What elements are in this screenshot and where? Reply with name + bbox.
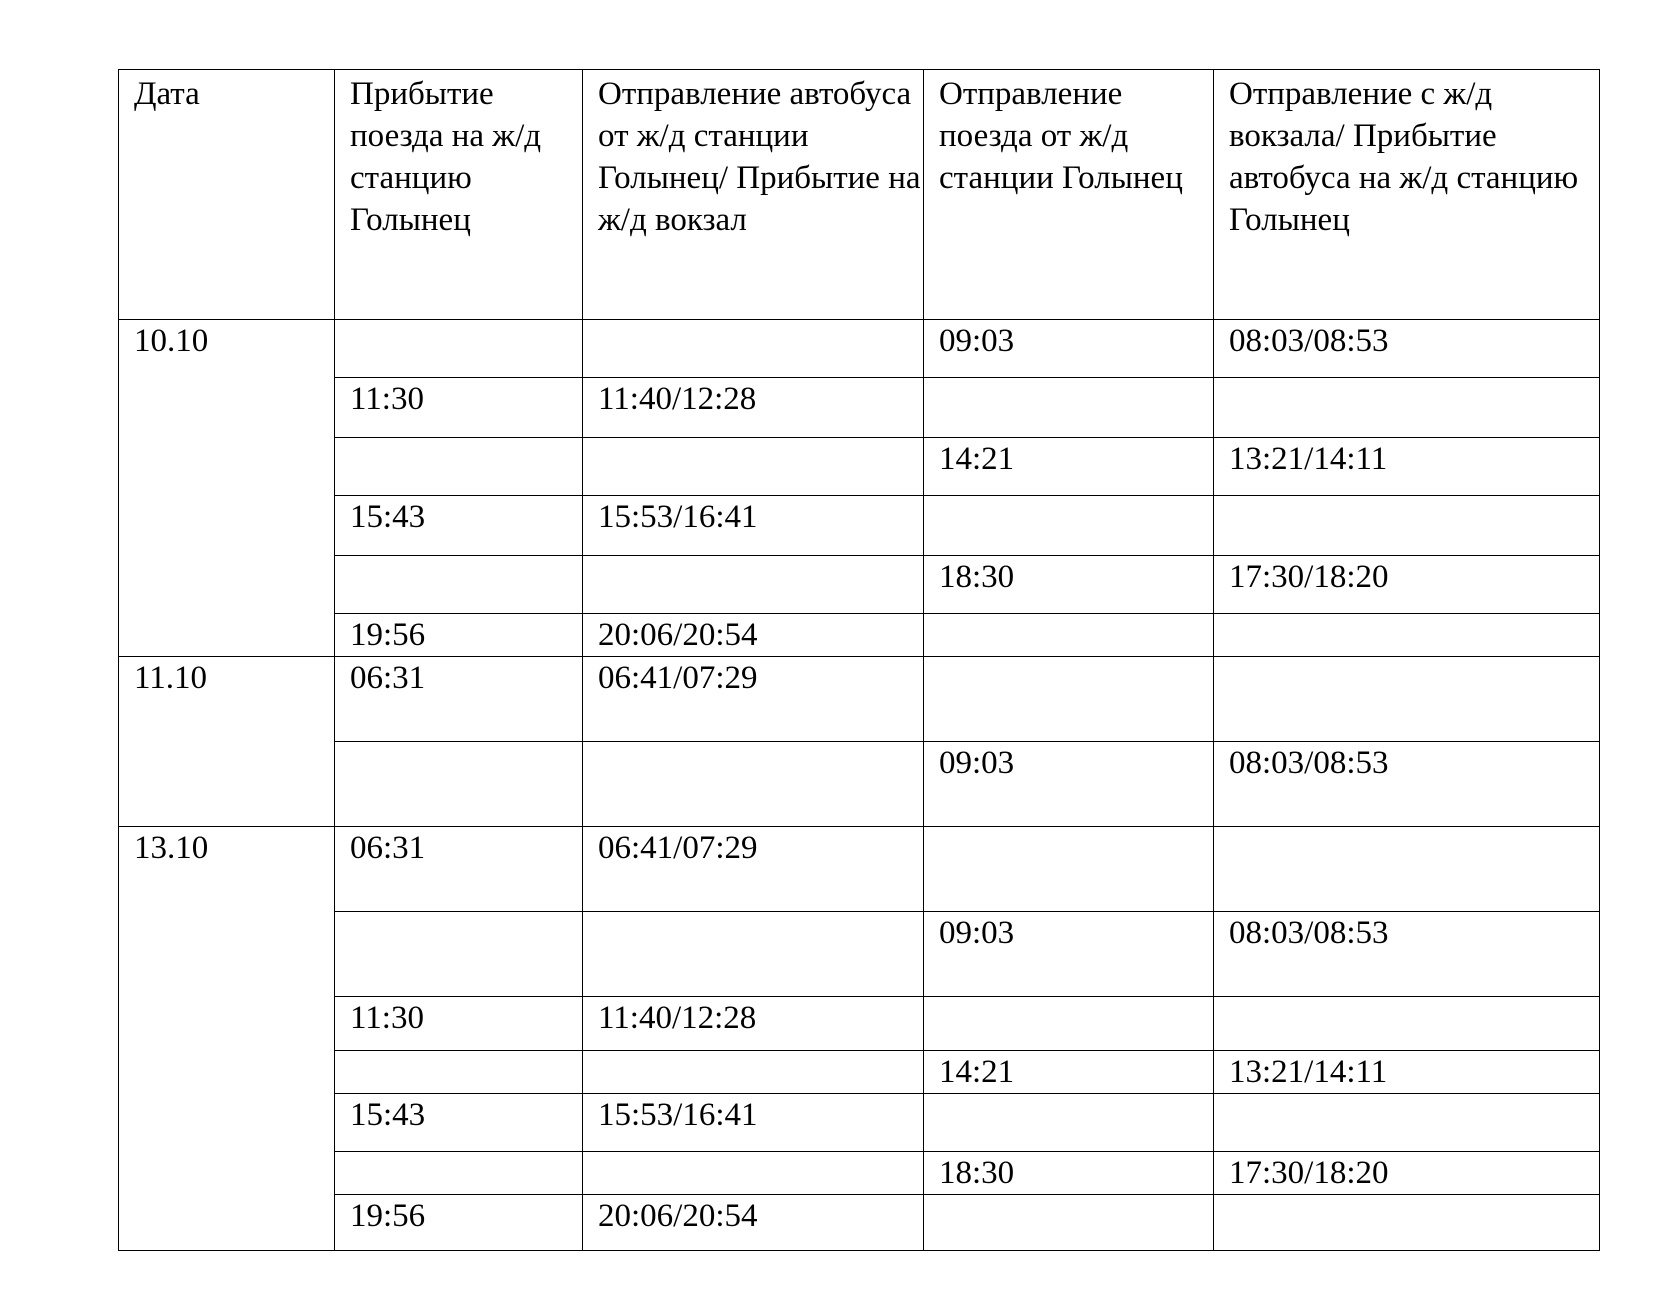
bus-arrival-cell	[1214, 657, 1600, 742]
train-arrival-cell: 11:30	[335, 997, 583, 1051]
train-arrival-cell	[335, 438, 583, 496]
header-bus-departure: Отправление автобуса от ж/д станции Голынец/ Прибытие на ж/д вокзал	[583, 70, 924, 320]
train-departure-cell	[924, 378, 1214, 438]
bus-arrival-cell: 13:21/14:11	[1214, 438, 1600, 496]
train-arrival-cell	[335, 742, 583, 827]
schedule-table	[118, 69, 1600, 1251]
bus-arrival-cell: 08:03/08:53	[1214, 320, 1600, 378]
train-arrival-cell: 06:31	[335, 827, 583, 912]
train-departure-cell: 09:03	[924, 742, 1214, 827]
train-departure-cell: 14:21	[924, 1051, 1214, 1094]
bus-departure-cell: 11:40/12:28	[583, 997, 924, 1051]
train-departure-cell: 18:30	[924, 556, 1214, 614]
train-departure-cell: 09:03	[924, 912, 1214, 997]
train-arrival-cell	[335, 912, 583, 997]
bus-departure-cell	[583, 320, 924, 378]
bus-departure-cell	[583, 556, 924, 614]
train-departure-cell	[924, 657, 1214, 742]
table-body	[119, 320, 1600, 1251]
bus-arrival-cell: 08:03/08:53	[1214, 912, 1600, 997]
train-departure-cell: 09:03	[924, 320, 1214, 378]
table-row	[119, 657, 1600, 742]
header-date: Дата	[119, 70, 335, 320]
bus-arrival-cell: 17:30/18:20	[1214, 556, 1600, 614]
table-row	[119, 438, 1600, 496]
bus-arrival-cell	[1214, 1195, 1600, 1251]
train-arrival-cell: 19:56	[335, 614, 583, 657]
train-departure-cell	[924, 614, 1214, 657]
bus-departure-cell	[583, 438, 924, 496]
table-row	[119, 827, 1600, 912]
table-row	[119, 912, 1600, 997]
header-bus-arrival: Отправление с ж/д вокзала/ Прибытие автобуса на ж/д станцию Голынец	[1214, 70, 1600, 320]
bus-departure-cell: 15:53/16:41	[583, 496, 924, 556]
train-arrival-cell	[335, 556, 583, 614]
bus-arrival-cell	[1214, 496, 1600, 556]
bus-departure-cell	[583, 912, 924, 997]
bus-departure-cell	[583, 1152, 924, 1195]
train-departure-cell	[924, 827, 1214, 912]
header-train-arrival: Прибытие поезда на ж/д станцию Голынец	[335, 70, 583, 320]
bus-departure-cell: 11:40/12:28	[583, 378, 924, 438]
bus-arrival-cell: 13:21/14:11	[1214, 1051, 1600, 1094]
table-row	[119, 1051, 1600, 1094]
bus-arrival-cell	[1214, 1094, 1600, 1152]
table-row	[119, 614, 1600, 657]
bus-arrival-cell	[1214, 997, 1600, 1051]
bus-departure-cell: 20:06/20:54	[583, 614, 924, 657]
train-arrival-cell	[335, 1152, 583, 1195]
train-arrival-cell: 15:43	[335, 1094, 583, 1152]
bus-arrival-cell	[1214, 378, 1600, 438]
table-row	[119, 1152, 1600, 1195]
table-row	[119, 378, 1600, 438]
table-row	[119, 997, 1600, 1051]
bus-arrival-cell: 08:03/08:53	[1214, 742, 1600, 827]
bus-departure-cell	[583, 1051, 924, 1094]
bus-departure-cell: 15:53/16:41	[583, 1094, 924, 1152]
bus-departure-cell: 06:41/07:29	[583, 827, 924, 912]
train-departure-cell	[924, 1094, 1214, 1152]
table-row	[119, 742, 1600, 827]
train-departure-cell	[924, 997, 1214, 1051]
train-departure-cell	[924, 496, 1214, 556]
train-departure-cell: 14:21	[924, 438, 1214, 496]
train-arrival-cell	[335, 320, 583, 378]
train-arrival-cell	[335, 1051, 583, 1094]
bus-arrival-cell	[1214, 614, 1600, 657]
bus-departure-cell: 20:06/20:54	[583, 1195, 924, 1251]
table-row	[119, 320, 1600, 378]
bus-departure-cell	[583, 742, 924, 827]
train-arrival-cell: 11:30	[335, 378, 583, 438]
table-row	[119, 556, 1600, 614]
train-arrival-cell: 06:31	[335, 657, 583, 742]
table-row	[119, 1094, 1600, 1152]
bus-departure-cell: 06:41/07:29	[583, 657, 924, 742]
train-arrival-cell: 19:56	[335, 1195, 583, 1251]
train-arrival-cell: 15:43	[335, 496, 583, 556]
header-row	[119, 70, 1600, 320]
train-departure-cell	[924, 1195, 1214, 1251]
date-cell: 13.10	[119, 827, 335, 1251]
table-row	[119, 1195, 1600, 1251]
date-cell: 11.10	[119, 657, 335, 827]
bus-arrival-cell: 17:30/18:20	[1214, 1152, 1600, 1195]
table-row	[119, 496, 1600, 556]
bus-arrival-cell	[1214, 827, 1600, 912]
date-cell: 10.10	[119, 320, 335, 657]
header-train-departure: Отправление поезда от ж/д станции Голынец	[924, 70, 1214, 320]
train-departure-cell: 18:30	[924, 1152, 1214, 1195]
table-header	[119, 70, 1600, 320]
